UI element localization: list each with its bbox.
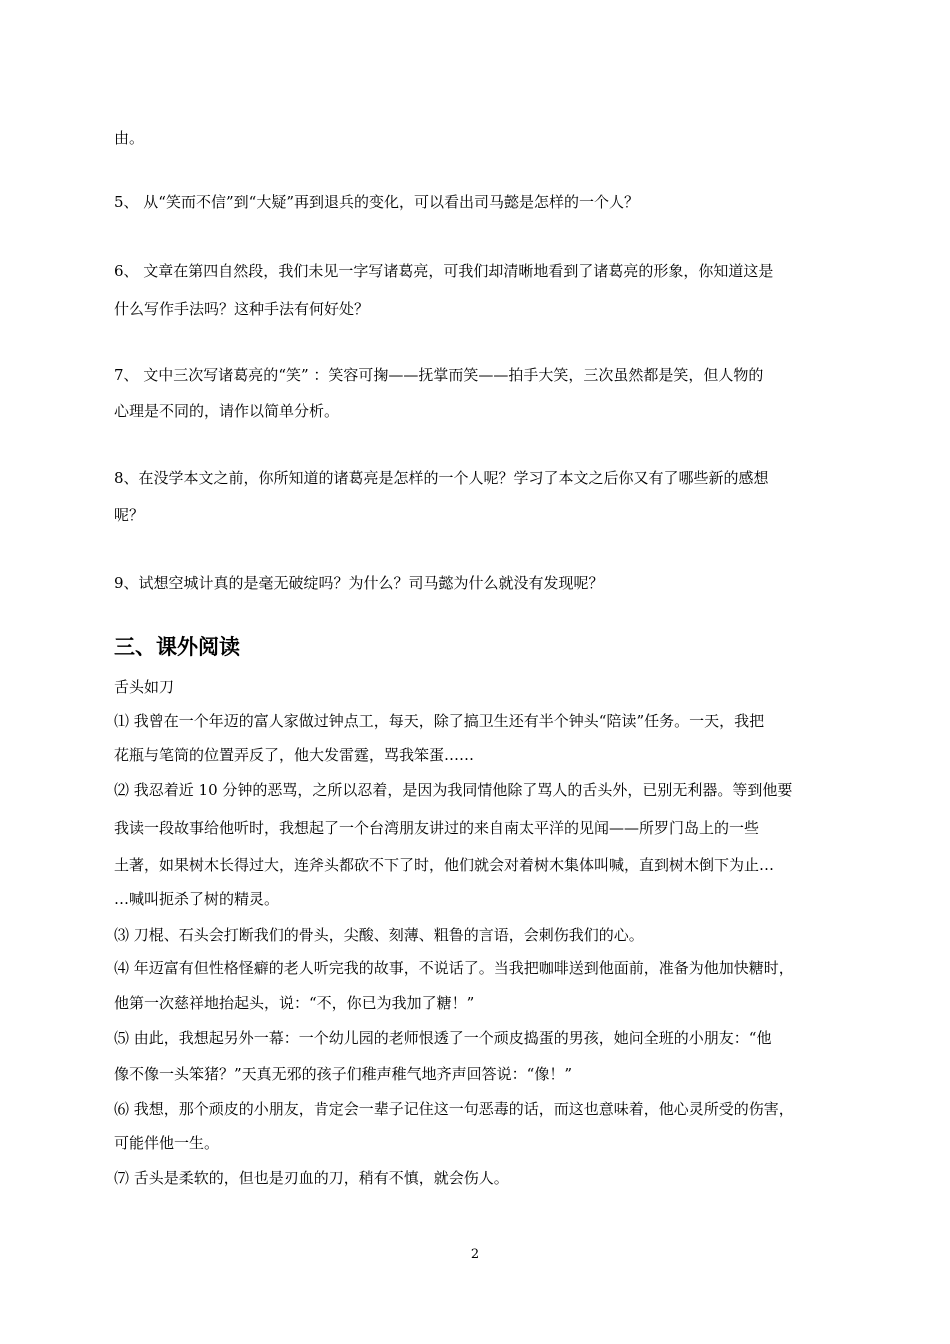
paragraph-4-line-1: ⑷ 年迈富有但性格怪癖的老人听完我的故事，不说话了。当我把咖啡送到他面前，准备为他加快糖时，	[114, 959, 794, 977]
paragraph-6-line-1: ⑹ 我想，那个顽皮的小朋友，肯定会一辈子记住这一句恶毒的话，而这也意味着，他心灵所受的伤害，	[114, 1100, 794, 1118]
question-6-line-2: 什么写作手法吗？这种手法有何好处？	[114, 300, 370, 318]
question-4-tail: 由。	[114, 129, 145, 147]
paragraph-1-line-2: 花瓶与笔筒的位置弄反了，他大发雷霆，骂我笨蛋……	[114, 746, 475, 764]
question-5: 5、 从“笑而不信”到“大疑”再到退兵的变化，可以看出司马懿是怎样的一个人？	[114, 193, 639, 211]
paragraph-2-line-3: 土著，如果树木长得过大，连斧头都砍不下了时，他们就会对着树木集体叫喊，直到树木倒下为止…	[114, 856, 775, 874]
paragraph-2-line-1: ⑵ 我忍着近 10 分钟的恶骂，之所以忍着，是因为我同情他除了骂人的舌头外，已别无利器。等到他要	[114, 781, 793, 799]
paragraph-1-line-1: ⑴ 我曾在一个年迈的富人家做过钟点工，每天，除了搞卫生还有半个钟头“陪读”任务。一天，我把	[114, 712, 765, 730]
question-8-line-1: 8、在没学本文之前，你所知道的诸葛亮是怎样的一个人呢？学习了本文之后你又有了哪些新的感想	[114, 469, 769, 487]
paragraph-5-line-2: 像不像一头笨猪？”天真无邪的孩子们稚声稚气地齐声回答说：“像！”	[114, 1065, 573, 1083]
question-6-line-1: 6、 文章在第四自然段，我们未见一字写诸葛亮，可我们却清晰地看到了诸葛亮的形象，你知道这是	[114, 262, 774, 280]
question-8-line-2: 呢？	[114, 506, 145, 524]
paragraph-7: ⑺ 舌头是柔软的，但也是刃血的刀，稍有不慎，就会伤人。	[114, 1169, 509, 1187]
paragraph-2-line-4: …喊叫扼杀了树的精灵。	[114, 890, 280, 908]
paragraph-6-line-2: 可能伴他一生。	[114, 1134, 220, 1152]
section-heading: 三、课外阅读	[114, 634, 240, 659]
paragraph-2-line-2: 我读一段故事给他听时，我想起了一个台湾朋友讲过的来自南太平洋的见闻——所罗门岛上的一些	[114, 819, 760, 837]
page-number: 2	[470, 1247, 480, 1262]
question-7-line-1: 7、 文中三次写诸葛亮的“笑” ：笑容可掬——抚掌而笑——拍手大笑，三次虽然都是笑，但人物的	[114, 366, 764, 384]
question-7-line-2: 心理是不同的，请作以简单分析。	[114, 402, 340, 420]
paragraph-3: ⑶ 刀棍、石头会打断我们的骨头，尖酸、刻薄、粗鲁的言语，会刺伤我们的心。	[114, 926, 644, 944]
story-title: 舌头如刀	[114, 678, 175, 696]
paragraph-4-line-2: 他第一次慈祥地抬起头，说：“不，你已为我加了糖！”	[114, 994, 475, 1012]
question-9: 9、试想空城计真的是毫无破绽吗？为什么？司马懿为什么就没有发现呢？	[114, 574, 604, 592]
paragraph-5-line-1: ⑸ 由此，我想起另外一幕：一个幼儿园的老师恨透了一个顽皮捣蛋的男孩，她问全班的小朋友：“他	[114, 1029, 772, 1047]
